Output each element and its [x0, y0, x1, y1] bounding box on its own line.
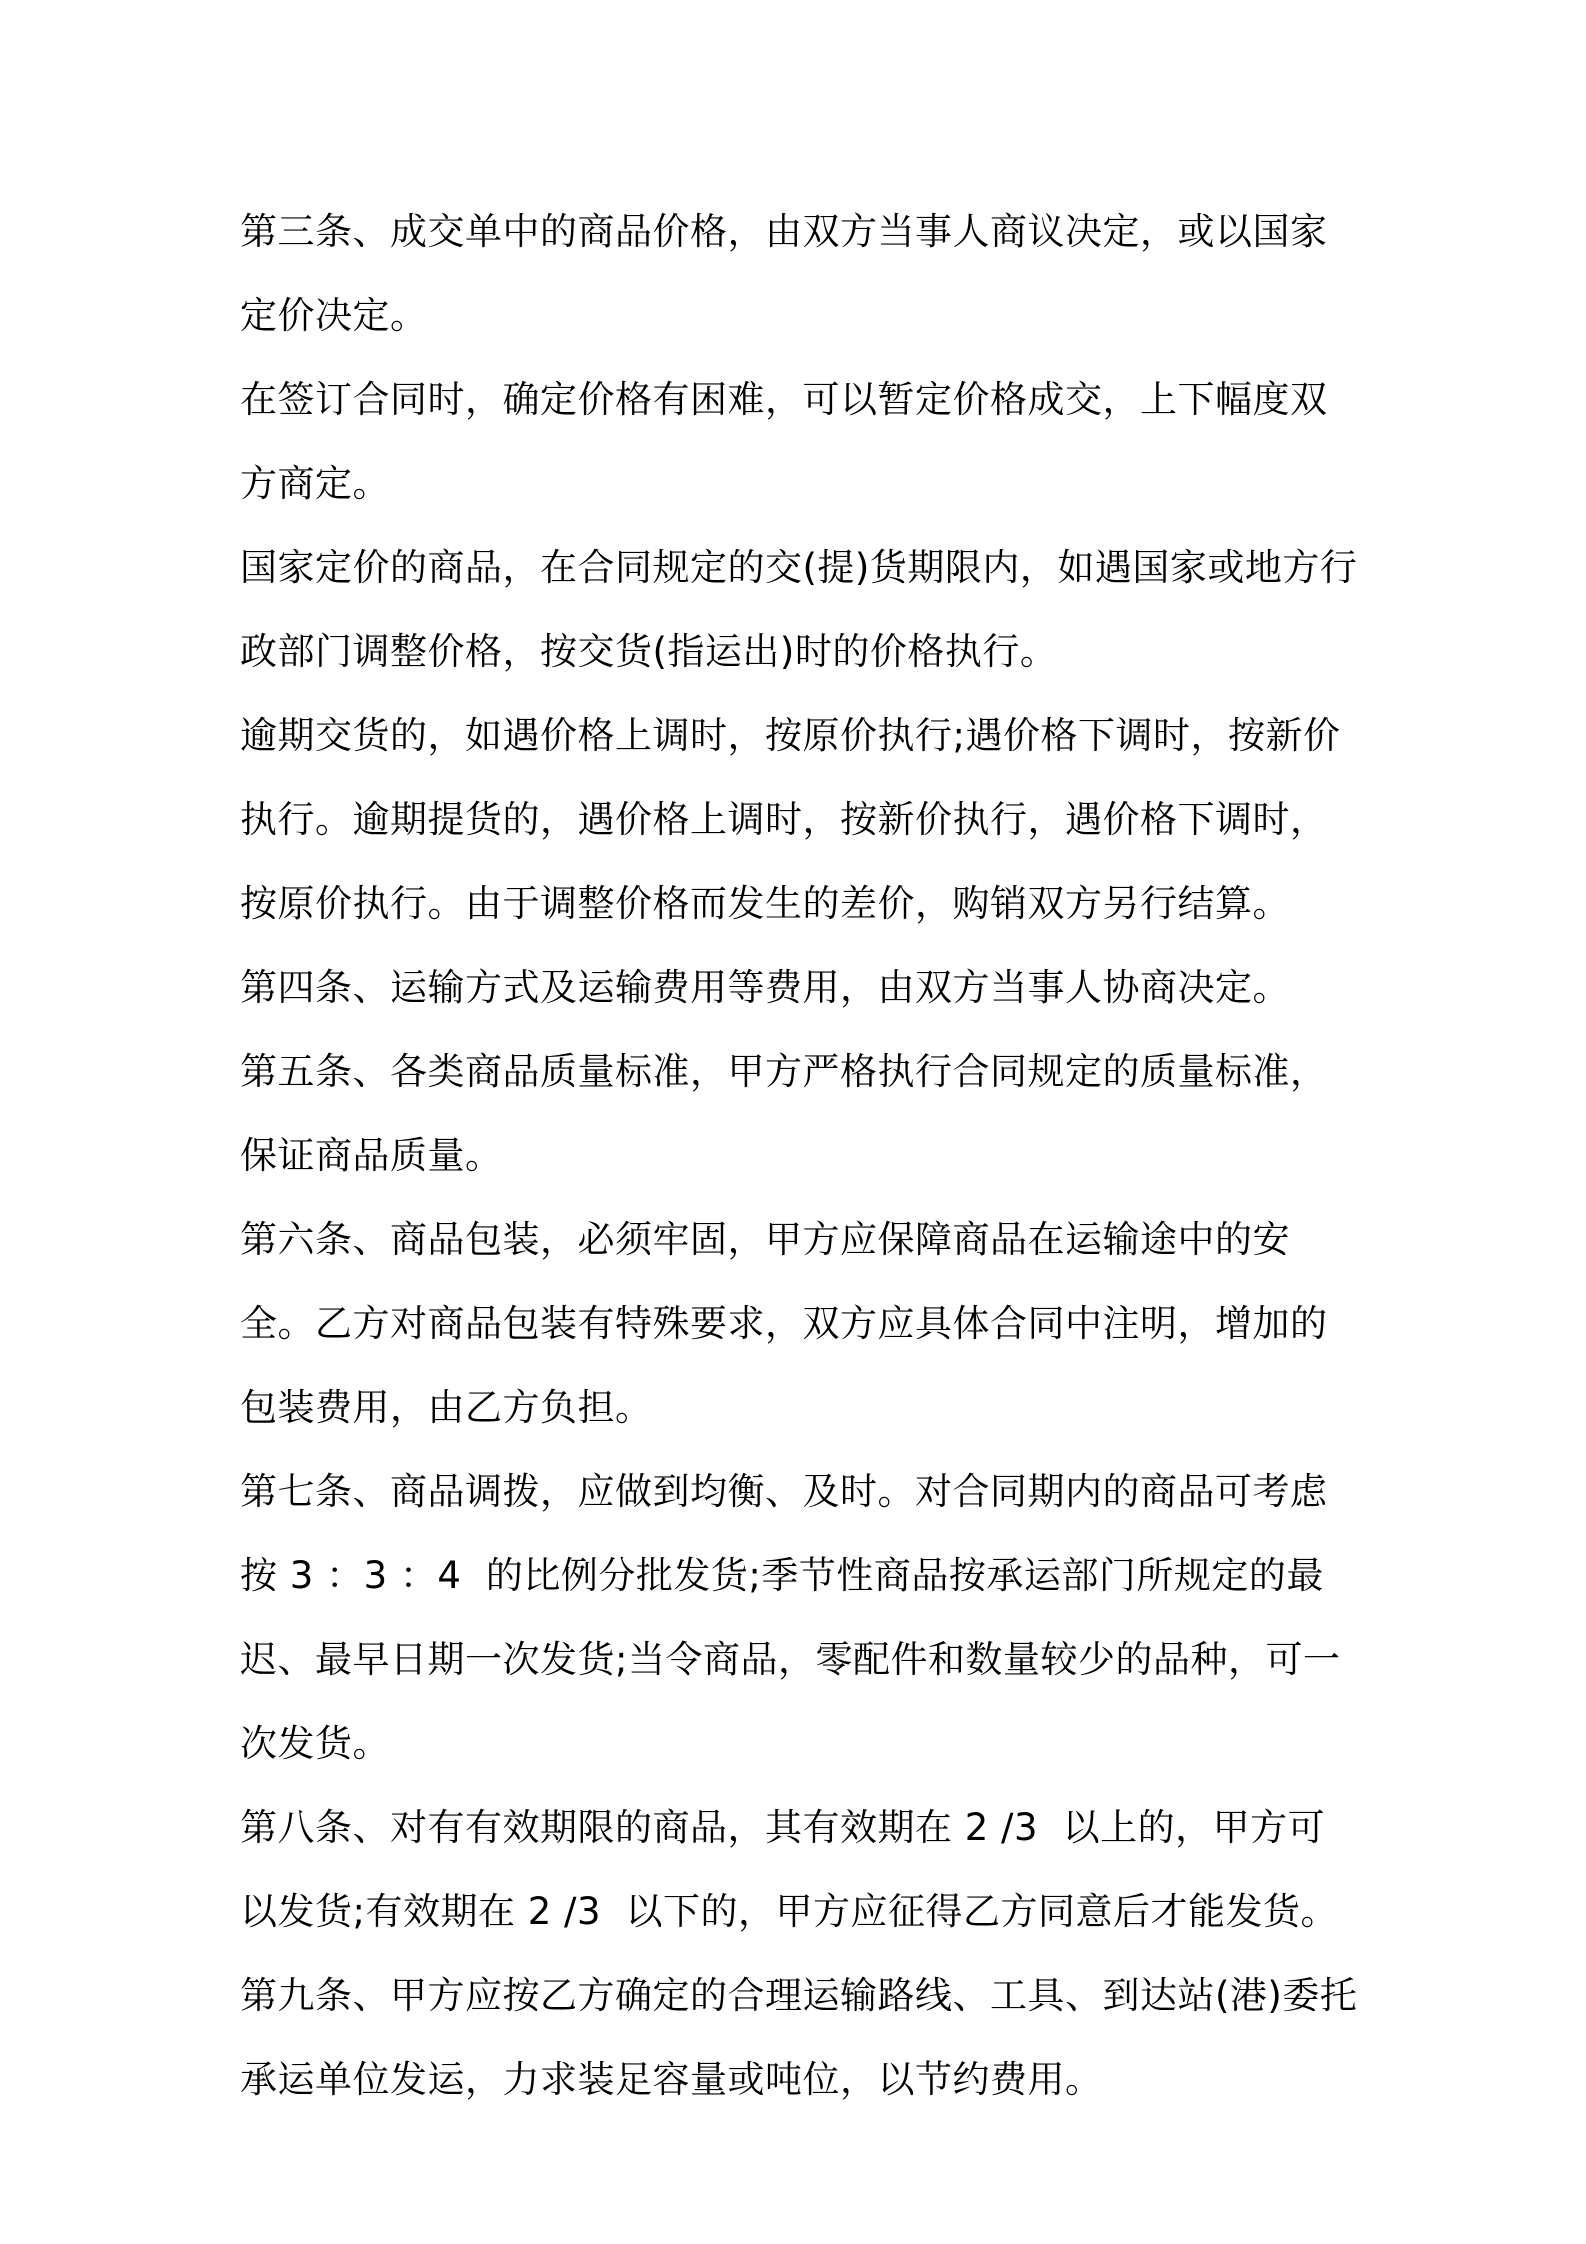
- paragraph-state-price: 国家定价的商品，在合同规定的交(提)货期限内，如遇国家或地方行政部门调整价格，按交货(指运出)时的价格执行。: [240, 546, 1358, 673]
- paragraph-article-9: 第九条、甲方应按乙方确定的合理运输路线、工具、到达站(港)委托承运单位发运，力求装足容量或吨位，以节约费用。: [240, 1974, 1358, 2101]
- paragraph-tentative-price: 在签订合同时，确定价格有困难，可以暂定价格成交，上下幅度双方商定。: [240, 378, 1328, 505]
- paragraph-article-4: 第四条、运输方式及运输费用等费用，由双方当事人协商决定。: [240, 966, 1290, 1009]
- paragraph-article-3: 第三条、成交单中的商品价格，由双方当事人商议决定，或以国家定价决定。: [240, 210, 1328, 337]
- paragraph-article-7: 第七条、商品调拨，应做到均衡、及时。对合同期内的商品可考虑按 3 ：3 ：4 的比例分批发货;季节性商品按承运部门所规定的最迟、最早日期一次发货;当令商品，零配件和数量较少的品种，可一次发货。: [240, 1470, 1341, 1765]
- paragraph-overdue-delivery: 逾期交货的，如遇价格上调时，按原价执行;遇价格下调时，按新价执行。逾期提货的，遇价格上调时，按新价执行，遇价格下调时，按原价执行。由于调整价格而发生的差价，购销双方另行结算。: [240, 714, 1341, 925]
- paragraph-article-8: 第八条、对有有效期限的商品，其有效期在 2 /3 以上的，甲方可以发货;有效期在 2 /3 以下的，甲方应征得乙方同意后才能发货。: [240, 1806, 1339, 1933]
- document-body: [240, 190, 1360, 2122]
- paragraph-article-5: 第五条、各类商品质量标准，甲方严格执行合同规定的质量标准，保证商品质量。: [240, 1050, 1328, 1177]
- paragraph-article-6: 第六条、商品包装，必须牢固，甲方应保障商品在运输途中的安全。乙方对商品包装有特殊要求，双方应具体合同中注明，增加的包装费用，由乙方负担。: [240, 1218, 1328, 1429]
